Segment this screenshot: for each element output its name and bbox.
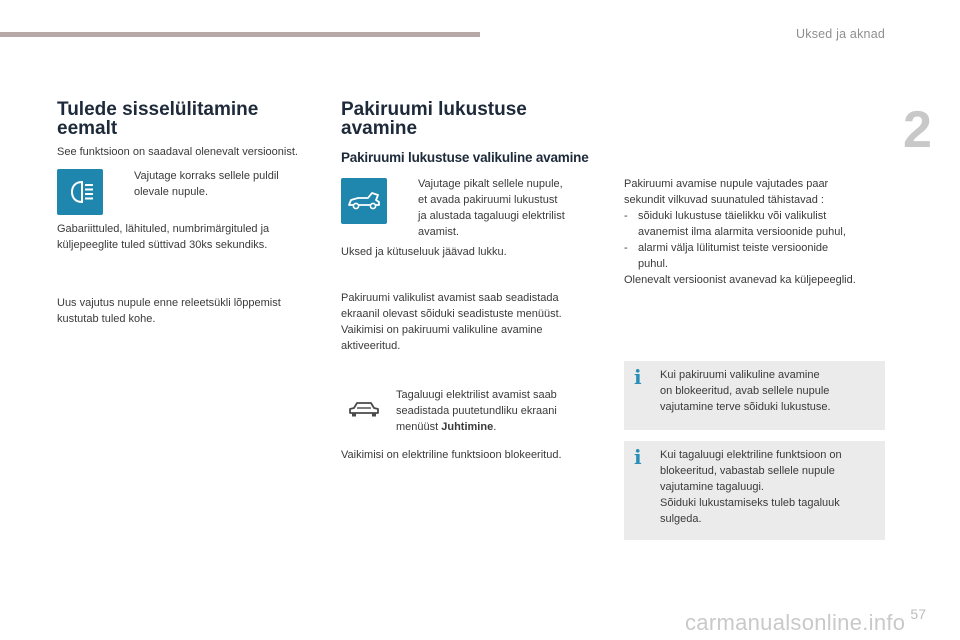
header-bar bbox=[0, 32, 480, 37]
lights-intro: See funktsioon on saadaval olenevalt versioonist. bbox=[57, 146, 298, 158]
lights-para2: Uus vajutus nupule enne releetsükli lõppemist kustutab tuled kohe. bbox=[57, 297, 281, 325]
chapter-title: Uksed ja aknad bbox=[796, 27, 885, 41]
lights-instruction: Vajutage korraks sellele puldil olevale nupule. bbox=[134, 170, 279, 198]
info-icon: i bbox=[634, 445, 642, 469]
section-title-lights: Tulede sisselülitamine eemalt bbox=[57, 99, 259, 139]
boot-para1: Uksed ja kütuseluuk jäävad lukku. bbox=[341, 246, 507, 258]
page-number: 57 bbox=[910, 606, 926, 622]
watermark: carmanualsonline.info bbox=[685, 610, 906, 635]
menu-name: Juhtimine bbox=[441, 421, 494, 433]
info-box-text: Kui tagaluugi elektriline funktsioon on blokeeritud, vabastab sellele nupule vajutamine tagaluugi. Sõiduki lukustamiseks tuleb tagaluuk sulgeda. bbox=[660, 449, 842, 525]
info-icon: i bbox=[634, 365, 642, 389]
boot-para3: Vaikimisi on elektriline funktsioon blokeeritud. bbox=[341, 449, 562, 461]
chapter-number: 2 bbox=[903, 101, 932, 159]
car-boot-icon bbox=[341, 178, 387, 224]
indicator-description: Pakiruumi avamise nupule vajutades paar sekundit vilkuvad suunatuled tähistavad : - sõiduki lukustuse täielikku või valikulist avanemist ilma alarmita versioonide puhul, - alarmi välja lülitumist teiste versioonide puhul. Olenevalt versioonist avanevad ka küljepeeglid. bbox=[624, 178, 856, 286]
section-title-boot: Pakiruumi lukustuse avamine bbox=[341, 99, 527, 139]
info-box-text: Kui pakiruumi valikuline avamine on blokeeritud, avab sellele nupule vajutamine terve sõiduki lukustuse. bbox=[660, 369, 831, 413]
car-outline-icon bbox=[346, 398, 382, 422]
boot-para2: Pakiruumi valikulist avamist saab seadistada ekraanil olevast sõiduki seadistuste menüüst. Vaikimisi on pakiruumi valikuline avamine aktiveeritud. bbox=[341, 292, 562, 352]
info-box-tailgate bbox=[624, 441, 885, 540]
info-box-boot bbox=[624, 361, 885, 430]
lights-para1: Gabariittuled, lähituled, numbrimärgituled ja küljepeeglite tuled süttivad 30ks sekundiks. bbox=[57, 223, 270, 251]
headlamp-icon bbox=[57, 169, 103, 215]
section-subtitle-boot: Pakiruumi lukustuse valikuline avamine bbox=[341, 150, 589, 165]
boot-instruction: Vajutage pikalt sellele nupule, et avada pakiruumi lukustust ja alustada tagaluugi elektrilist avamist. bbox=[418, 178, 565, 238]
tailgate-setting-text: Tagaluugi elektrilist avamist saab seadistada puutetundliku ekraani menüüst Juhtimine. bbox=[396, 389, 557, 433]
